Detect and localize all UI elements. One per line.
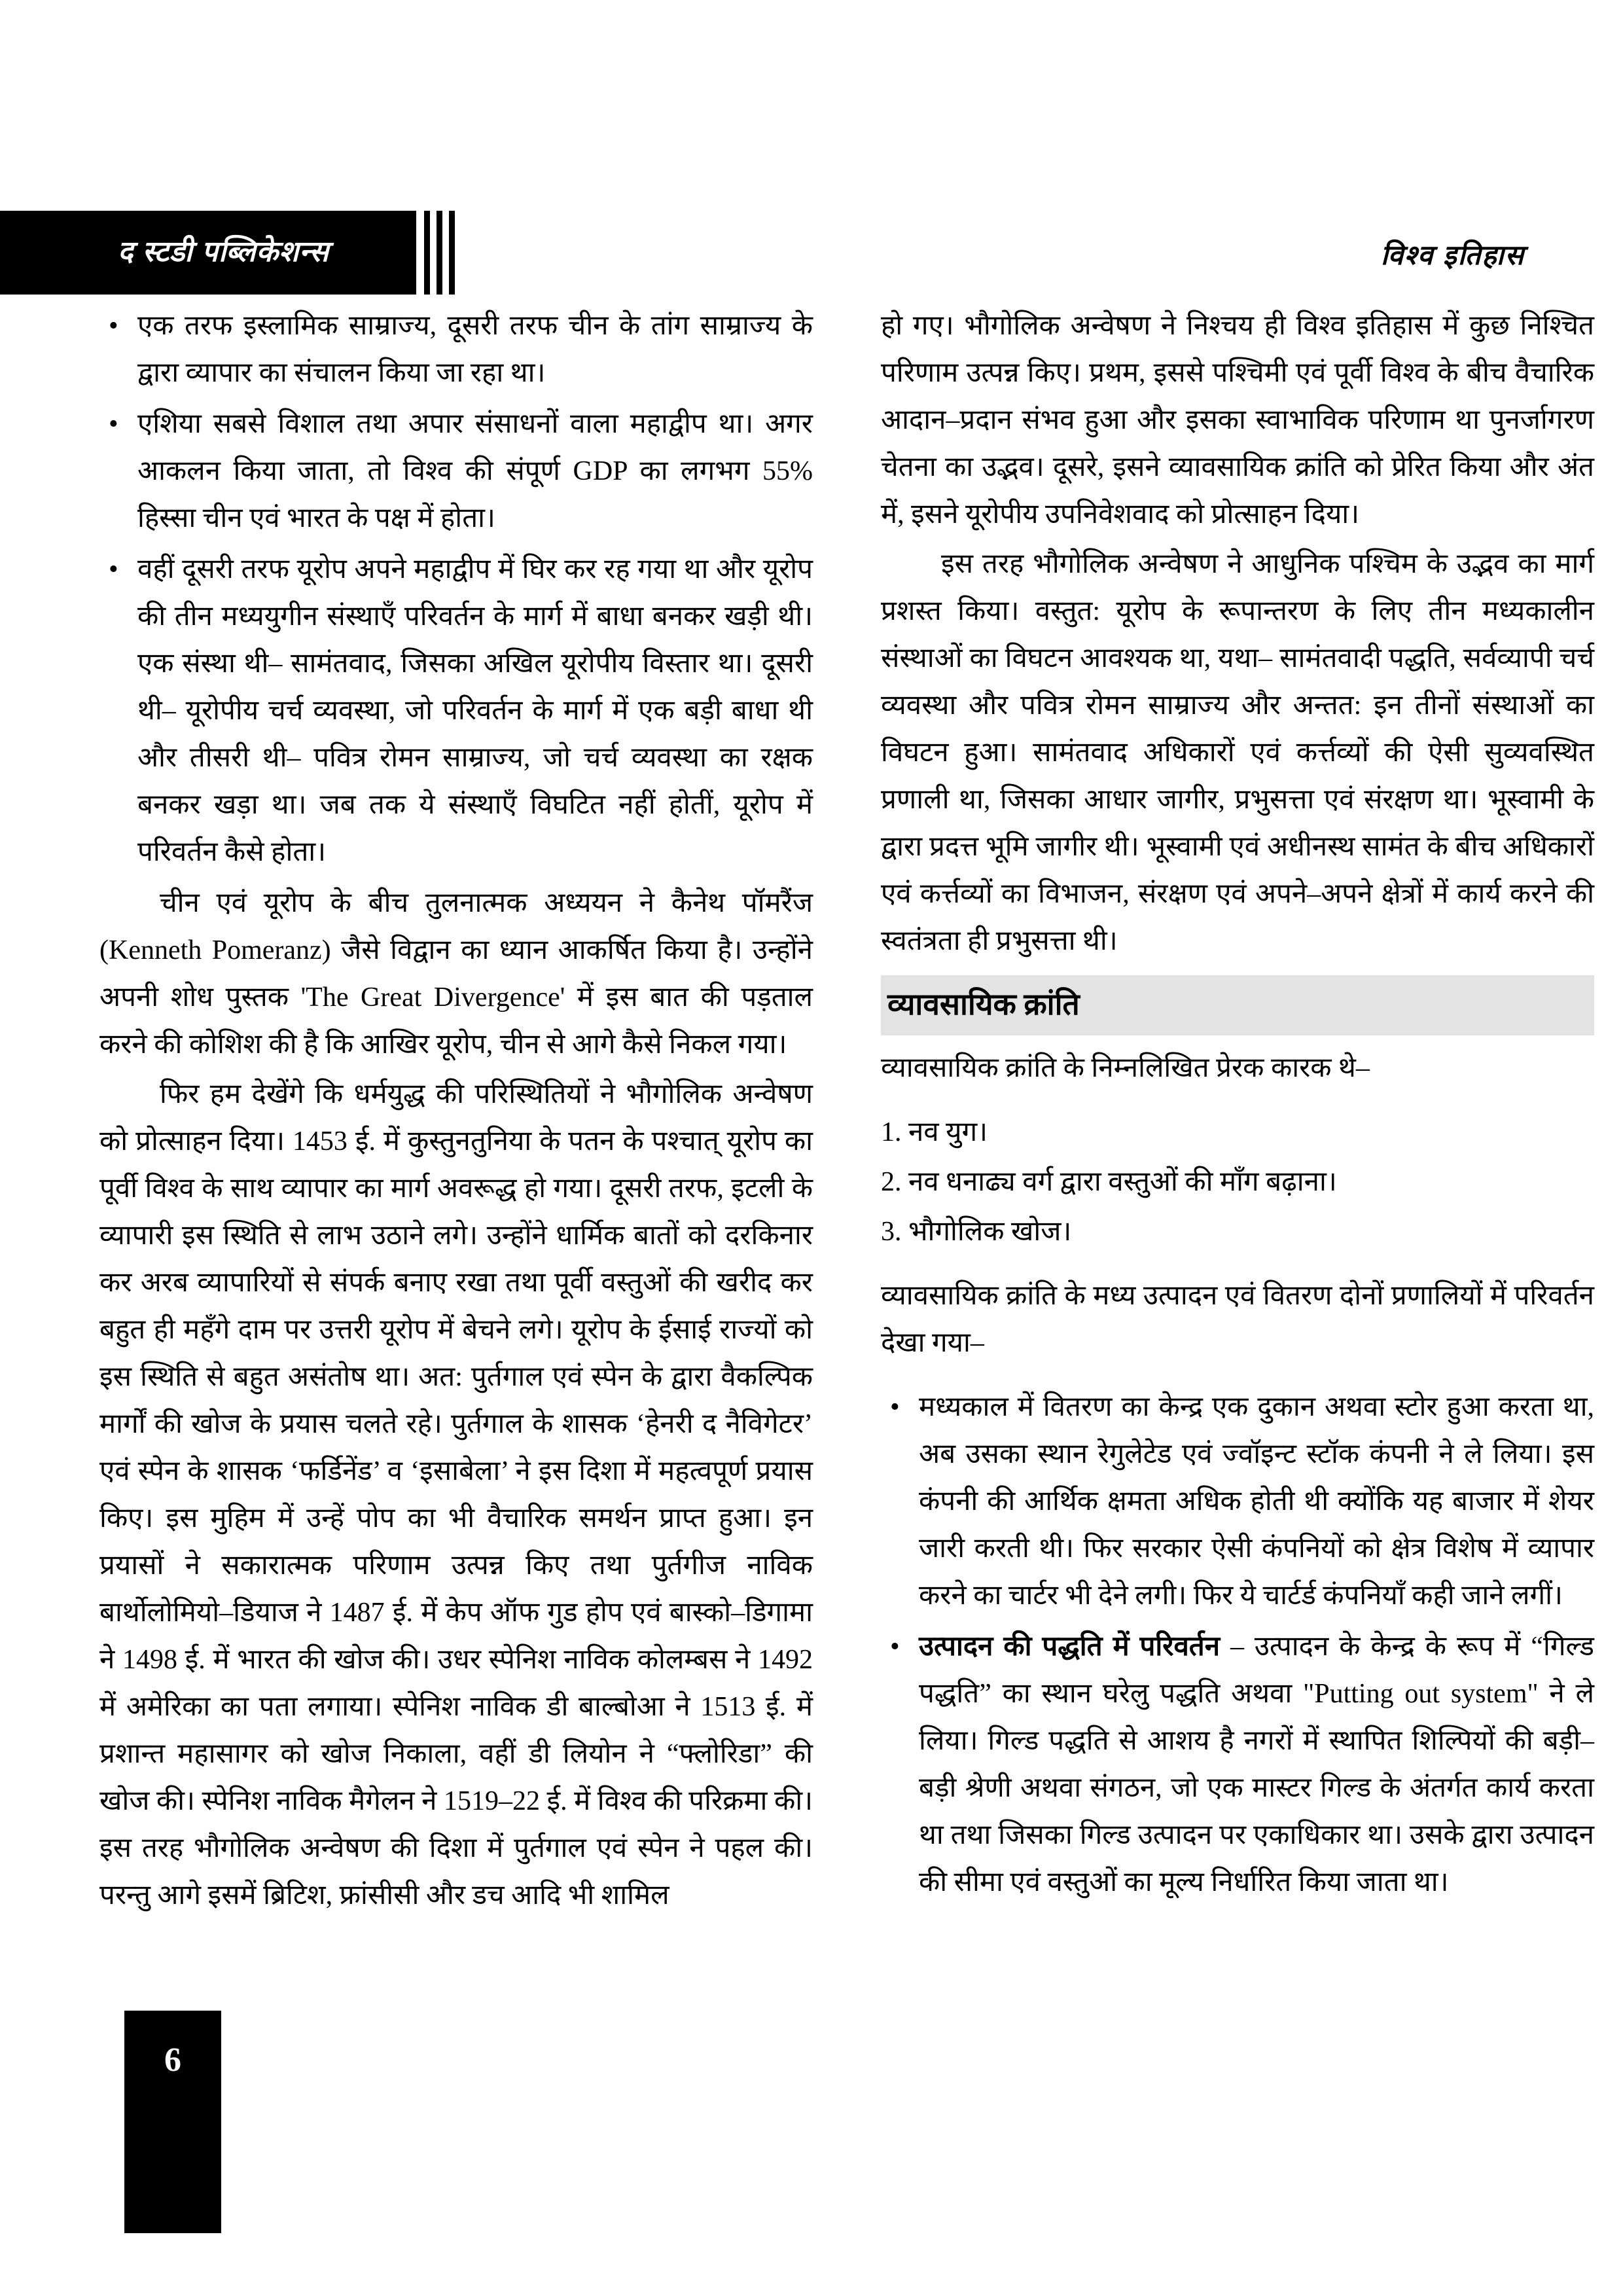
paragraph-pomeranz: चीन एवं यूरोप के बीच तुलनात्मक अध्ययन ने कैनेथ पॉमरैंज (Kenneth Pomeranz) जैसे विद्वान का ध्यान आकर्षित किया है। उन्होंने अपनी शोध पुस्तक 'The Great Divergence' में इस बात की पड़ताल करने की कोशिश की है कि आखिर यूरोप, चीन से आगे कैसे निकल गया। <box>99 888 813 1060</box>
bullet-marker-icon: • <box>109 409 118 439</box>
list-item: 3. भौगोलिक खोज। <box>881 1217 1072 1247</box>
numbered-factor-list <box>881 1109 1594 1255</box>
bullet-text-run: – उत्पादन के केन्द्र के रूप में “गिल्ड पद्धति” का स्थान घरेलु पद्धति अथवा "Putting out system" ने ले लिया। गिल्ड पद्धति से आशय है नगरों में स्थापित शिल्पियों की बड़ी–बड़ी श्रेणी अथवा संगठन, जो एक मास्टर गिल्ड के अंतर्गत कार्य करता था तथा जिसका गिल्ड उत्पादन पर एकाधिकार था। उसके द्वारा उत्पादन की सीमा एवं वस्तुओं का मूल्य निर्धारित किया जाता था। <box>919 1632 1594 1897</box>
publisher-imprint: द स्टडी पब्लिकेशन्स <box>118 236 330 268</box>
paragraph-factors-intro: व्यावसायिक क्रांति के निम्नलिखित प्रेरक कारक थे– <box>881 1053 1370 1083</box>
list-item <box>99 546 813 876</box>
body-columns <box>0 302 1623 1922</box>
left-bullet-list <box>99 302 813 876</box>
bullet-body <box>919 1623 1594 1906</box>
spacer <box>881 1094 1594 1109</box>
bullet-body: एशिया सबसे विशाल तथा अपार संसाधनों वाला महाद्वीप था। अगर आकलन किया जाता, तो विश्व की संपूर्ण GDP का लगभग 55% हिस्सा चीन एवं भारत के पक्ष में होता। <box>137 409 813 533</box>
list-item: 1. नव युग। <box>881 1117 988 1147</box>
bullet-body: वहीं दूसरी तरफ यूरोप अपने महाद्वीप में घिर कर रह गया था और यूरोप की तीन मध्ययुगीन संस्थाएँ परिवर्तन के मार्ग में बाधा बनकर खड़ी थी। एक संस्था थी– सामंतवाद, जिसका अखिल यूरोपीय विस्तार था। दूसरी थी– यूरोपीय चर्च व्यवस्था, जो परिवर्तन के मार्ग में एक बड़ी बाधा थी और तीसरी थी– पवित्र रोमन साम्राज्य, जो चर्च व्यवस्था का रक्षक बनकर खड़ा था। जब तक ये संस्थाएँ विघटित नहीं होतीं, यूरोप में परिवर्तन कैसे होता। <box>137 554 813 867</box>
bullet-marker-icon: • <box>109 554 118 584</box>
bullet-lead-term: उत्पादन की पद्धति में परिवर्तन <box>919 1632 1221 1662</box>
bullet-marker-icon: • <box>890 1392 900 1422</box>
list-item <box>99 401 813 542</box>
paragraph-explorations: फिर हम देखेंगे कि धर्मयुद्ध की परिस्थितियों ने भौगोलिक अन्वेषण को प्रोत्साहन दिया। 1453 ई. में कुस्तुनतुनिया के पतन के पश्चात् यूरोप का पूर्वी विश्व के साथ व्यापार का मार्ग अवरूद्ध हो गया। दूसरी तरफ, इटली के व्यापारी इस स्थिति से लाभ उठाने लगे। उन्होंने धार्मिक बातों को दरकिनार कर अरब व्यापारियों से संपर्क बनाए रखा तथा पूर्वी वस्तुओं की खरीद कर बहुत ही महँगे दाम पर उत्तरी यूरोप में बेचने लगे। यूरोप के ईसाई राज्यों को इस स्थिति से बहुत असंतोष था। अत: पुर्तगाल एवं स्पेन के द्वारा वैकल्पिक मार्गों की खोज के प्रयास चलते रहे। पुर्तगाल के शासक ‘हेनरी द नैविगेटर’ एवं स्पेन के शासक ‘फर्डिनेंड’ व ‘इसाबेला’ ने इस दिशा में महत्वपूर्ण प्रयास किए। इस मुहिम में उन्हें पोप का भी वैचारिक समर्थन प्राप्त हुआ। इन प्रयासों ने सकारात्मक परिणाम उत्पन्न किए तथा पुर्तगीज नाविक बार्थोलोमियो–डियाज ने 1487 ई. में केप ऑफ गुड होप एवं बास्को–डिगामा ने 1498 ई. में भारत की खोज की। उधर स्पेनिश नाविक कोलम्बस ने 1492 में अमेरिका का पता लगाया। स्पेनिश नाविक डी बाल्बोआ ने 1513 ई. में प्रशान्त महासागर को खोज निकाला, वहीं डी लियोन ने “फ्लोरिडा” की खोज की। स्पेनिश नाविक मैगेलन ने 1519–22 ई. में विश्व की परिक्रमा की। इस तरह भौगोलिक अन्वेषण की दिशा में पुर्तगाल एवं स्पेन ने पहल की। परन्तु आगे इसमें ब्रिटिश, फ्रांसीसी और डच आदि भी शामिल <box>99 1079 813 1910</box>
bullet-text-run: मध्यकाल में वितरण का केन्द्र एक दुकान अथवा स्टोर हुआ करता था, अब उसका स्थान रेगुलेटेड एवं ज्वॉइन्ट स्टॉक कंपनी ने ले लिया। इस कंपनी की आर्थिक क्षमता अधिक होती थी क्योंकि यह बाजार में शेयर जारी करती थी। फिर सरकार ऐसी कंपनियों को क्षेत्र विशेष में व्यापार करने का चार्टर भी देने लगी। फिर ये चार्टर्ड कंपनियाँ कही जाने लगीं। <box>919 1392 1594 1611</box>
page-number: 6 <box>164 2041 181 2079</box>
paragraph-production-distribution: व्यावसायिक क्रांति के मध्य उत्पादन एवं वितरण दोनों प्रणालियों में परिवर्तन देखा गया– <box>881 1281 1594 1358</box>
stripe-2 <box>437 211 442 295</box>
bullet-body <box>919 1384 1594 1619</box>
list-item <box>99 302 813 397</box>
bullet-marker-icon: • <box>890 1632 900 1662</box>
list-item <box>881 1623 1594 1906</box>
list-item: 2. नव धनाढ्य वर्ग द्वारा वस्तुओं की माँग बढ़ाना। <box>881 1167 1337 1197</box>
right-column <box>881 302 1594 1922</box>
spacer <box>881 1258 1594 1272</box>
paragraph-medieval-institutions: इस तरह भौगोलिक अन्वेषण ने आधुनिक पश्चिम के उद्भव का मार्ग प्रशस्त किया। वस्तुत: यूरोप के रूपान्तरण के लिए तीन मध्यकालीन संस्थाओं का विघटन आवश्यक था, यथा– सामंतवादी पद्धति, सर्वव्यापी चर्च व्यवस्था और पवित्र रोमन साम्राज्य और अन्तत: इन तीनों संस्थाओं का विघटन हुआ। सामंतवाद अधिकारों एवं कर्त्तव्यों की ऐसी सुव्यवस्थित प्रणाली था, जिसका आधार जागीर, प्रभुसत्ता एवं संरक्षण था। भूस्वामी के द्वारा प्रदत्त भूमि जागीर थी। भूस्वामी एवं अधीनस्थ सामंत के बीच अधिकारों एवं कर्त्तव्यों का विभाजन, संरक्षण एवं अपने–अपने क्षेत्रों में कार्य करने की स्वतंत्रता ही प्रभुसत्ता थी। <box>881 549 1594 956</box>
list-item <box>881 1384 1594 1619</box>
bullet-marker-icon: • <box>109 311 118 341</box>
spacer <box>881 1369 1594 1384</box>
book-title: विश्व इतिहास <box>1380 240 1525 270</box>
right-bullet-list <box>881 1384 1594 1906</box>
stripe-3 <box>449 211 455 295</box>
page-header <box>0 211 1623 295</box>
header-stripe-decoration <box>424 211 474 295</box>
stripe-1 <box>424 211 430 295</box>
bullet-body: एक तरफ इस्लामिक साम्राज्य, दूसरी तरफ चीन के तांग साम्राज्य के द्वारा व्यापार का संचालन किया जा रहा था। <box>137 311 813 388</box>
section-heading-commercial-revolution: व्यावसायिक क्रांति <box>881 975 1594 1035</box>
left-column <box>99 302 813 1922</box>
paragraph-results-of-exploration: हो गए। भौगोलिक अन्वेषण ने निश्चय ही विश्व इतिहास में कुछ निश्चित परिणाम उत्पन्न किए। प्रथम, इससे पश्चिमी एवं पूर्वी विश्व के बीच वैचारिक आदान–प्रदान संभव हुआ और इसका स्वाभाविक परिणाम था पुनर्जागरण चेतना का उद्भव। दूसरे, इसने व्यावसायिक क्रांति को प्रेरित किया और अंत में, इसने यूरोपीय उपनिवेशवाद को प्रोत्साहन दिया। <box>881 311 1594 529</box>
